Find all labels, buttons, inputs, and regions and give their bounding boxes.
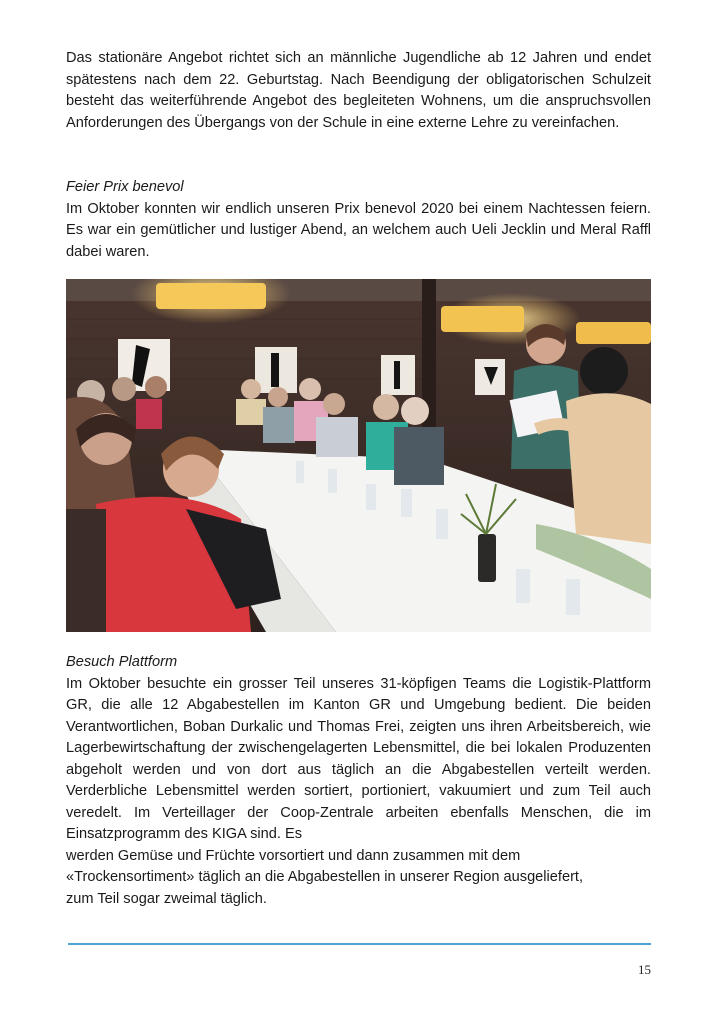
besuch-heading: Besuch Plattform xyxy=(66,654,178,670)
dinner-photo xyxy=(66,279,651,632)
intro-paragraph: Das stationäre Angebot richtet sich an männliche Jugendliche ab 12 Jahren und endet spätestens nach dem 22. Geburtstag. Nach Beendigung der obligatorischen Schulzeit besteht das weiterführende Angebot des begleiteten Wohnens, um die anspruchsvollen Anforderungen des Übergangs von der Schule in eine externe Lehre zu vereinfachen. xyxy=(66,50,651,131)
besuch-paragraph: Im Oktober besuchte ein grosser Teil unseres 31-köpfigen Teams die Logistik-Plattform GR, die alle 12 Abgabestellen im Kanton GR und Umgebung bedient. Die beiden Verantwortlichen, Boban Durkalic und Thomas Frei, zeigten uns ihren Arbeitsbereich, wie Lagerbewirtschaftung der zwischengelagerten Lebensmittel, die bei lokalen Produzenten abgeholt werden und von dort aus täglich an die Abgabestellen verteilt werden. Verderbliche Lebensmittel werden sortiert, portioniert, vakuumiert und zum Teil auch veredelt. Im Verteillager der Coop-Zentrale arbeiten ebenfalls Menschen, die im Einsatzprogramm des KIGA sind. Es xyxy=(66,675,651,842)
besuch-line: werden Gemüse und Früchte vorsortiert und dann zusammen mit dem xyxy=(66,847,521,864)
footer-divider xyxy=(68,943,651,945)
prix-heading: Feier Prix benevol xyxy=(66,179,184,195)
page-number: 15 xyxy=(638,962,651,977)
besuch-line: zum Teil sogar zweimal täglich. xyxy=(66,890,267,907)
prix-section xyxy=(66,177,651,263)
prix-paragraph: Im Oktober konnten wir endlich unseren Prix benevol 2020 bei einem Nachtessen feiern. Es war ein gemütlicher und lustiger Abend, an welchem auch Ueli Jecklin und Meral Raffl dabei waren. xyxy=(66,200,651,260)
besuch-line: «Trockensortiment» täglich an die Abgabestellen in unserer Region ausgeliefert, xyxy=(66,869,584,885)
besuch-section xyxy=(66,652,651,910)
